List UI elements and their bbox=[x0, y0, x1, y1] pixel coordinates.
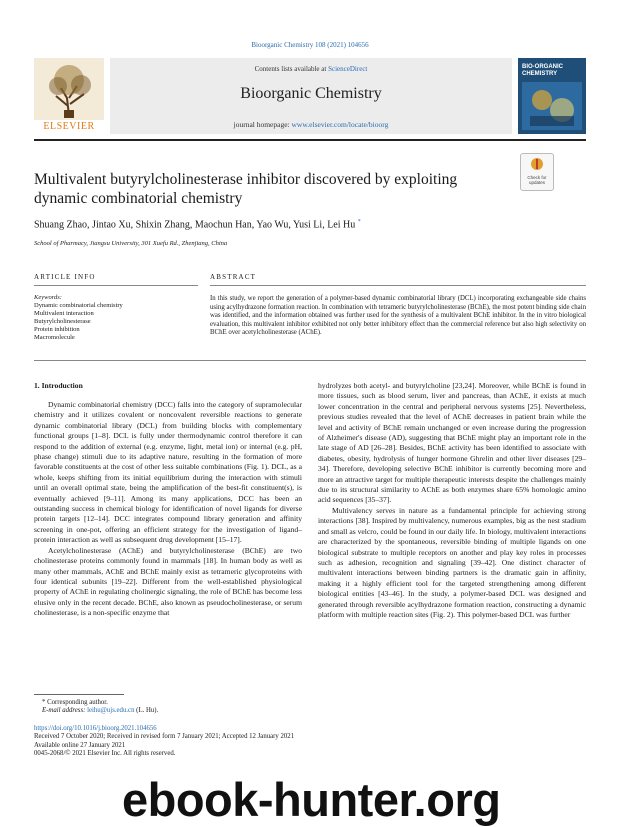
corresponding-author-note: * Corresponding author. bbox=[42, 699, 108, 706]
check-updates-label: Check for updates bbox=[527, 175, 547, 185]
affiliation: School of Pharmacy, Jiangsu University, 301 Xuefu Rd., Zhenjiang, China bbox=[34, 240, 228, 247]
journal-homepage-line bbox=[110, 120, 512, 129]
cover-artwork-icon bbox=[522, 82, 582, 130]
authors-text: Shuang Zhao, Jintao Xu, Shixin Zhang, Maochun Han, Yao Wu, Yusi Li, Lei Hu bbox=[34, 219, 356, 231]
section-heading: 1. Introduction bbox=[34, 381, 83, 390]
body-column-left bbox=[34, 400, 302, 619]
corresponding-author-mark[interactable]: * bbox=[357, 219, 361, 225]
article-info-rule bbox=[34, 285, 198, 286]
article-history bbox=[34, 725, 586, 759]
masthead-rule bbox=[34, 139, 586, 141]
email-link[interactable]: leihu@ujs.edu.cn bbox=[87, 707, 135, 715]
body-paragraph: Multivalency serves in nature as a fundamental principle for achieving strong interactions [38]. Inspired by multivalency, numerous examples, big as the nest stadium and small as velcro, could be found in our daily life. In biology, multivalent interactions are characterized by the spontaneous, reversible binding of multiple ligands on one biological substrate to multiple receptors on another and play key roles in processes such as adhesion, recognition and signaling [39–42]. One distinct character of multivalent interactions between binding partners is the dramatic gain in affinity, making it a highly efficient tool for the targeted strengthening among different biological entities [43–46]. In the study, a polymer-based DCL was designed and generated through reversible acylhydrazone formation reaction, constructing a dynamic platform with multiple reaction sites (Fig. 2). This polymer-based DCL was further bbox=[318, 505, 586, 619]
abstract-heading: ABSTRACT bbox=[210, 273, 257, 281]
body-paragraph: hydrolyzes both acetyl- and butyrylcholine [23,24]. Moreover, while BChE is found in more tissues, such as blood serum, liver and pancreas, than AChE, it exists at much lower concentration in the central and peripheral nervous systems [25]. Nevertheless, previous studies revealed that the level of AChE decreases in patient brain while the level and activity of BChE remain unchanged or even increase during the progression of Alzheimer's disease (AD), suggesting that BChE might play an important role in the late stage of AD [26–28]. Besides, BChE activity has been identified to associate with diabetes, obesity, hydrolysis of hunger hormone Ghrelin and other liver diseases [29–34]. Therefore, developing selective BChE inhibitor is currently becoming more and more an attractive target for multiple therapeutic interests despite the challenges mainly due to its structural similarity to AChE as both enzymes share 65% homologic amino acid sequences [35–37]. bbox=[318, 381, 586, 505]
article-title: Multivalent butyrylcholinesterase inhibitor discovered by exploiting dynamic combinatorial chemistry bbox=[34, 171, 458, 207]
keywords-block bbox=[34, 294, 198, 342]
journal-cover-image bbox=[518, 58, 586, 134]
journal-header-box bbox=[110, 58, 512, 134]
body-column-right bbox=[318, 381, 586, 620]
email-suffix: (L. Hu). bbox=[134, 707, 159, 715]
keyword-item: Protein inhibition bbox=[34, 326, 80, 333]
journal-title: Bioorganic Chemistry bbox=[240, 85, 382, 102]
check-for-updates-badge[interactable] bbox=[520, 153, 554, 191]
contents-line bbox=[110, 65, 512, 73]
journal-homepage-link[interactable]: www.elsevier.com/locate/bioorg bbox=[291, 120, 389, 129]
keyword-item: Dynamic combinatorial chemistry bbox=[34, 302, 123, 309]
check-updates-icon bbox=[530, 157, 544, 173]
keywords-label: Keywords: bbox=[34, 294, 62, 301]
homepage-prefix: journal homepage: bbox=[233, 120, 292, 129]
body-paragraph: Acetylcholinesterase (AChE) and butyrylcholinesterase (BChE) are two cholinesterase proteins commonly found in mammals [18]. In human body as well as many other mammals, AChE and BChE mainly exist as tetrameric glycoproteins with four identical subunits [19–22]. Different from the well-established physiological property of AChE in regulating cholinergic signaling, the role of BChE has become less elusive only in the recent decade. BChE, also known as pseudocholinesterase, or serum cholinesterase, is a non-specific enzyme that bbox=[34, 545, 302, 618]
email-line bbox=[42, 707, 442, 715]
elsevier-tree-icon bbox=[34, 58, 104, 120]
keyword-item: Macromolecule bbox=[34, 334, 75, 341]
abstract-bottom-rule bbox=[34, 360, 586, 361]
copyright-line: 0045-2068/© 2021 Elsevier Inc. All rights reserved. bbox=[34, 750, 176, 758]
running-head[interactable]: Bioorganic Chemistry 108 (2021) 104656 bbox=[251, 41, 369, 49]
keyword-item: Multivalent interaction bbox=[34, 310, 94, 317]
abstract-text: In this study, we report the generation of a polymer-based dynamic combinatorial library (DCL) incorporating exchangeable side chains using acylhydrazone formation reaction. In combination with tetrameric butyrylcholinesterase (BChE), the most potent binding side chain was identified, and the information obtained was further used for the synthesis of a multivalent BChE inhibitor. In the in vitro biological evaluation, this multivalent inhibitor exhibited not only better inhibitory effect than the commercial reference but also high selectivity on BChE over acetylcholinesterase (AChE). bbox=[210, 295, 586, 336]
journal-masthead bbox=[34, 58, 586, 134]
online-date: Available online 27 January 2021 bbox=[34, 741, 126, 749]
elsevier-logo bbox=[34, 58, 104, 134]
author-list bbox=[34, 219, 586, 230]
footnote-rule bbox=[34, 694, 124, 695]
corresponding-footnote bbox=[42, 699, 442, 716]
body-paragraph: Dynamic combinatorial chemistry (DCC) falls into the category of supramolecular chemistry and it utilizes covalent or noncovalent reversible reactions to generate dynamic combinatorial library (DCL) from building blocks with complementary functional groups [1–8]. DCL is fully under thermodynamic control therefore it can respond to the addition of external (e.g. enzyme, light, metal ion) or internal (e.g. pH, phase change) stimuli due to its adaptive nature, resulting in the formation of more favorable constituents at the cost of other less suitable combinations (Fig. 1). DCL, as a whole, keeps shifting from its initial equilibrium during the interaction with stimuli until an overall optimal state, being the amplification of the best-fit constituent(s), is eventually achieved [9–11]. Among its many applications, DCC has been an outstanding success in chemical biology for identification of novel ligands for diverse protein targets [12–14]. DCC integrates compound library generation and affinity screening in one-pot, offering an efficient strategy for the investigation of ligand–protein interaction as well as subsequent drug development [15–17]. bbox=[34, 400, 302, 545]
publisher-name: ELSEVIER bbox=[43, 121, 95, 132]
received-dates: Received 7 October 2020; Received in revised form 7 January 2021; Accepted 12 January 2021 bbox=[34, 733, 295, 741]
abstract-rule bbox=[210, 285, 586, 286]
sciencedirect-link[interactable]: ScienceDirect bbox=[328, 65, 368, 73]
article-info-heading: ARTICLE INFO bbox=[34, 273, 96, 281]
cover-title: BIO-ORGANIC CHEMISTRY bbox=[522, 64, 563, 77]
email-label: E-mail address: bbox=[42, 707, 88, 715]
contents-prefix: Contents lists available at bbox=[254, 65, 329, 73]
doi-link[interactable]: https://doi.org/10.1016/j.bioorg.2021.104656 bbox=[34, 725, 157, 732]
keyword-item: Butyrylcholinesterase bbox=[34, 318, 91, 325]
watermark: ebook-hunter.org bbox=[122, 773, 501, 826]
